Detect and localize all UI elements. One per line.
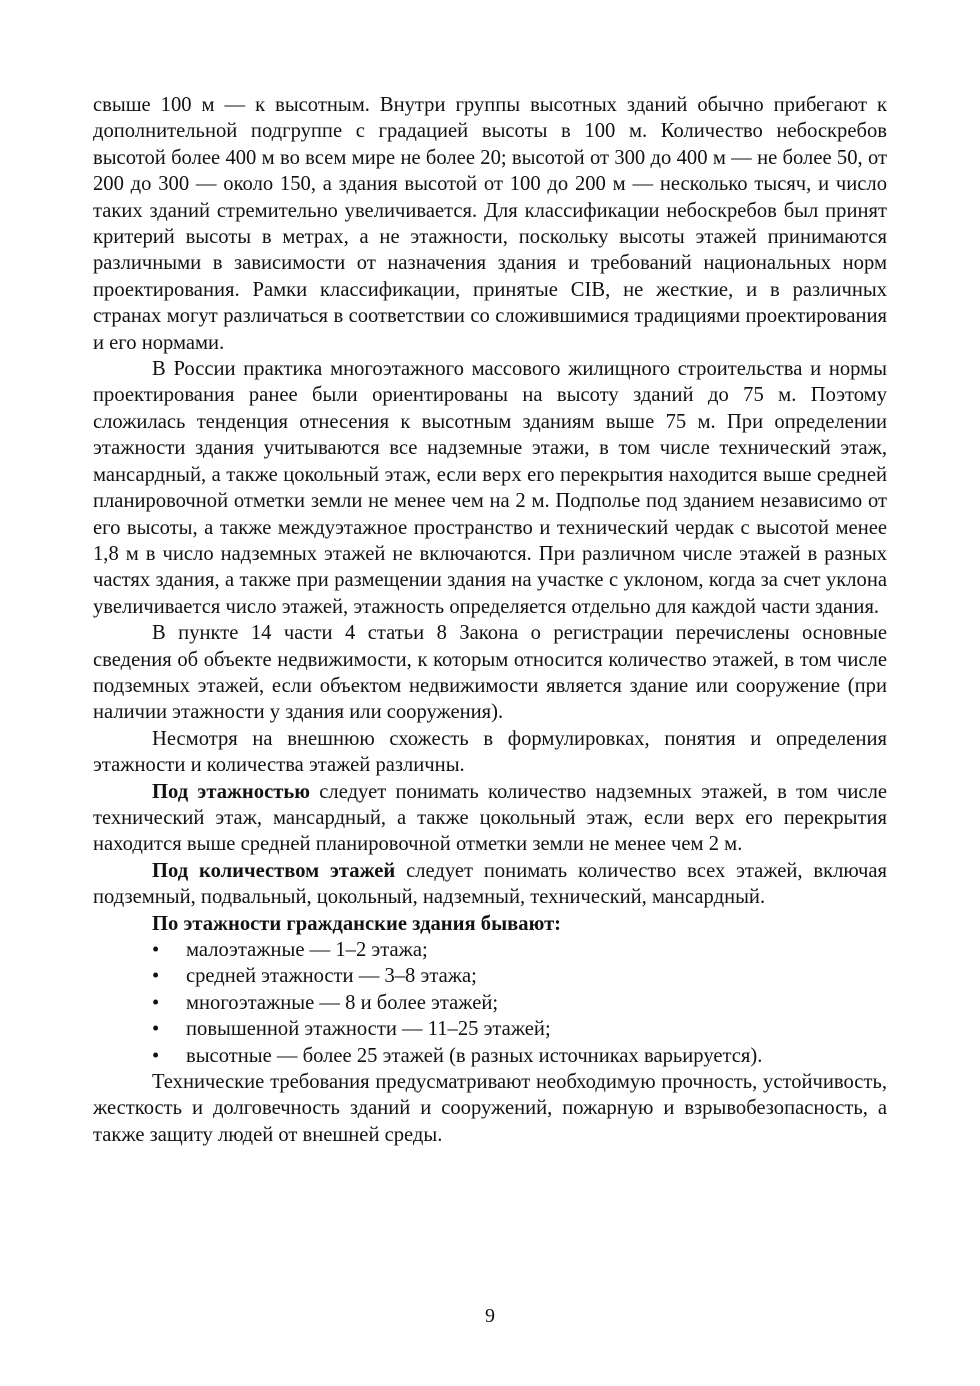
list-item <box>93 1016 887 1042</box>
paragraph-3: В пункте 14 части 4 статьи 8 Закона о регистрации перечислены основные сведения об объекте недвижимости, к которым относится количество этажей, в том числе подземных этажей, если объектом недвижимости является здание или сооружение (при наличии этажности у здания или сооружения). <box>93 622 887 724</box>
list-heading: По этажности гражданские здания бывают: <box>152 912 562 935</box>
paragraph-2: В России практика многоэтажного массового жилищного строительства и нормы проектирования ранее были ориентированы на высоту зданий до 75 м. Поэтому сложилась тенденция отнесения к высотным зданиям выше 75 м. При определении этажности здания учитываются все надземные этажи, в том числе технический этаж, мансардный, а также цокольный этаж, если верх его перекрытия находится выше средней планировочной отметки земли не менее чем на 2 м. Подполье под зданием независимо от его высоты, а также междуэтажное пространство и технический чердак с высотой менее 1,8 м в число надземных этажей не включаются. При различном числе этажей в разных частях здания, а также при размещении здания на участке с уклоном, когда за счет уклона увеличивается число этажей, этажность определяется отдельно для каждой части здания. <box>93 358 887 618</box>
page-number: 9 <box>485 1305 495 1327</box>
list-item <box>93 990 887 1016</box>
bullet-icon: • <box>152 1044 160 1067</box>
page-body <box>93 92 887 1148</box>
list-item-text: многоэтажные — 8 и более этажей; <box>186 991 499 1014</box>
bullet-list <box>93 937 887 1069</box>
paragraph-6-text: следует понимать количество всех этажей, включая подземный, подвальный, цокольный, надземный, технический, мансардный. <box>93 859 887 909</box>
list-item-text: средней этажности — 3–8 этажа; <box>186 965 477 988</box>
bullet-icon: • <box>152 1018 160 1041</box>
bullet-icon: • <box>152 991 160 1014</box>
paragraph-6 <box>93 858 887 911</box>
paragraph-5 <box>93 779 887 858</box>
term-etazhnost: Под этажностью <box>152 780 310 803</box>
paragraph-4: Несмотря на внешнюю схожесть в формулировках, понятия и определения этажности и количества этажей различны. <box>93 727 887 777</box>
term-kolichestvo-etazhey: Под количеством этажей <box>152 859 396 882</box>
paragraph-5-text: следует понимать количество надземных этажей, в том числе технический этаж, мансардный, а также цокольный этаж, если верх его перекрытия находится выше средней планировочной отметки земли не менее чем 2 м. <box>93 780 887 856</box>
bullet-icon: • <box>152 939 160 961</box>
bullet-icon: • <box>152 965 160 988</box>
list-item <box>93 963 887 989</box>
paragraph-7: Технические требования предусматривают необходимую прочность, устойчивость, жесткость и долговечность зданий и сооружений, пожарную и взрывобезопасность, а также защиту людей от внешней среды. <box>93 1071 887 1146</box>
list-item-text: малоэтажные — 1–2 этажа; <box>186 939 428 961</box>
list-item <box>93 1043 887 1069</box>
paragraph-1: свыше 100 м — к высотным. Внутри группы высотных зданий обычно прибегают к дополнительной подгруппе с градацией высоты в 100 м. Количество небоскребов высотой более 400 м во всем мире не более 20; высотой от 300 до 400 м — не более 50, от 200 до 300 — около 150, а здания высотой от 100 до 200 м — несколько тысяч, и число таких зданий стремительно увеличивается. Для классификации небоскребов был принят критерий высоты в метрах, а не этажности, поскольку высоты этажей принимаются различными в зависимости от назначения здания и требований национальных норм проектирования. Рамки классификации, принятые CIB, не жесткие, и в различных странах могут различаться в соответствии со сложившимися традициями проектирования и его нормами. <box>93 94 887 354</box>
list-item-text: повышенной этажности — 11–25 этажей; <box>186 1018 551 1041</box>
list-item-text: высотные — более 25 этажей (в разных источниках варьируется). <box>186 1044 763 1067</box>
list-item <box>93 937 887 963</box>
